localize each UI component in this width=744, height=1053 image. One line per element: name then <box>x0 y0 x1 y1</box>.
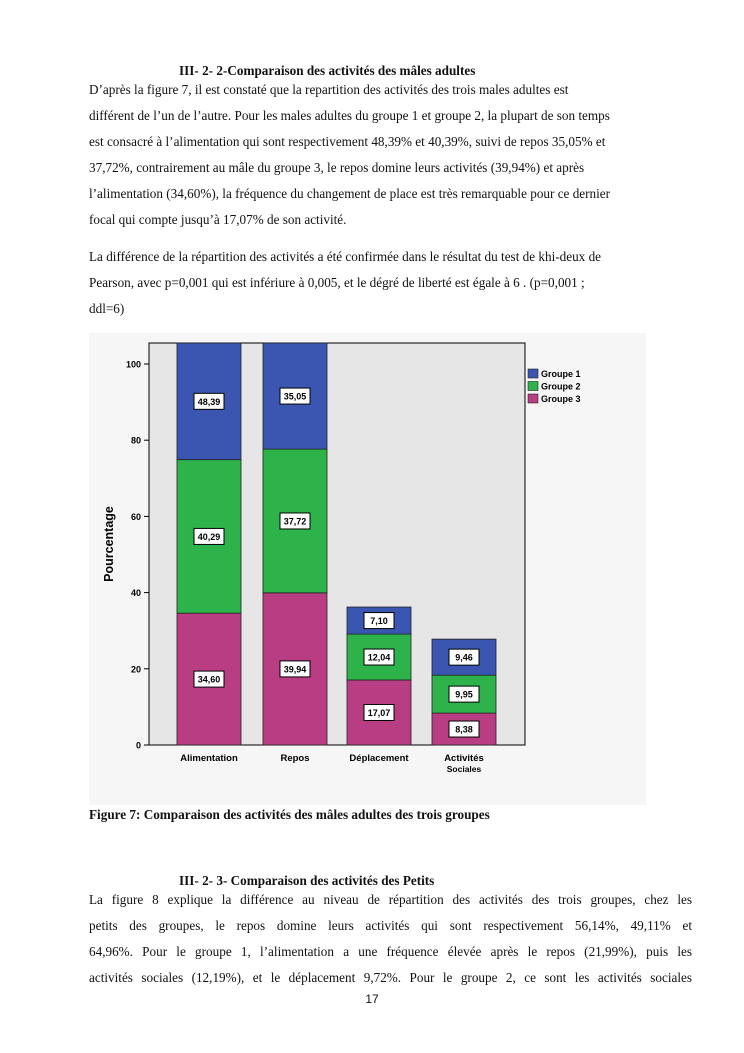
text-line: La figure 8 explique la différence au niveau de répartition des activités des trois groupes, chez les <box>89 892 692 907</box>
text-line: petits des groupes, le repos domine leurs activités qui sont respectivement 56,14%, 49,11% et <box>89 918 692 933</box>
paragraph-males-activities <box>89 77 692 233</box>
text-line: 37,72%, contrairement au mâle du groupe 3, le repos domine leurs activités (39,94%) et après <box>89 160 585 175</box>
data-label: 37,72 <box>283 516 307 527</box>
legend-label: Groupe 3 <box>541 394 581 404</box>
legend-label: Groupe 2 <box>541 381 581 392</box>
x-tick-label: Activités <box>444 753 484 764</box>
text-line: D’après la figure 7, il est constaté que la repartition des activités des trois males adultes est <box>89 82 569 97</box>
text-line: La différence de la répartition des activités a été confirmée dans le résultat du test de khi-deux de <box>89 249 602 264</box>
legend <box>528 369 581 404</box>
data-label: 35,05 <box>283 391 307 402</box>
y-tick-label: 80 <box>130 435 141 446</box>
text-line: ddl=6) <box>89 301 125 316</box>
text-line: activités sociales (12,19%), et le déplacement 9,72%. Pour le groupe 2, ce sont les activités sociales <box>89 970 692 985</box>
y-tick-label: 0 <box>135 740 141 751</box>
data-label: 40,29 <box>197 531 221 542</box>
paragraph-petits-activities <box>89 887 692 991</box>
data-label: 48,39 <box>197 396 221 407</box>
stacked-bar-chart-figure <box>89 333 646 805</box>
data-label: 7,10 <box>370 616 388 627</box>
data-label: 8,38 <box>455 724 473 735</box>
x-tick-label: Alimentation <box>180 753 238 764</box>
x-tick-label: Déplacement <box>349 753 409 764</box>
paragraph-khi-deux <box>89 244 692 322</box>
text-line: Pearson, avec p=0,001 qui est infériure à 0,005, et le dégré de liberté est égale à 6 . (p=0,001 ; <box>89 275 585 290</box>
data-label: 34,60 <box>197 674 221 685</box>
legend-label: Groupe 1 <box>541 369 581 379</box>
x-tick-label: Sociales <box>446 764 482 774</box>
section-heading-males: III- 2- 2-Comparaison des activités des mâles adultes <box>179 63 476 78</box>
chart-svg <box>89 333 646 805</box>
text-line: 64,96%. Pour le groupe 1, l’alimentation a une fréquence élevée après le repos (21,99%), puis les <box>89 944 692 959</box>
data-label: 12,04 <box>367 652 391 663</box>
legend-swatch <box>528 382 538 391</box>
data-label: 39,94 <box>283 664 307 675</box>
x-tick-label: Repos <box>280 753 310 764</box>
text-line: focal qui compte jusqu’à 17,07% de son activité. <box>89 212 347 227</box>
data-label: 9,46 <box>455 652 473 663</box>
legend-swatch <box>528 369 538 378</box>
data-label: 17,07 <box>367 707 391 718</box>
y-tick-label: 40 <box>130 588 141 599</box>
legend-swatch <box>528 394 538 403</box>
y-tick-label: 20 <box>130 664 141 675</box>
data-label: 9,95 <box>455 689 473 700</box>
text-line: est consacré à l’alimentation qui sont respectivement 48,39% et 40,39%, suivi de repos 35,05% et <box>89 134 606 149</box>
y-tick-label: 60 <box>130 511 141 522</box>
y-axis-label: Pourcentage <box>102 506 116 582</box>
section-heading-petits: III- 2- 3- Comparaison des activités des Petits <box>179 873 435 888</box>
page-number: 17 <box>365 992 379 1006</box>
text-line: l’alimentation (34,60%), la fréquence du changement de place est très remarquable pour ce dernier <box>89 186 611 201</box>
y-tick-label: 100 <box>125 359 141 370</box>
figure-caption: Figure 7: Comparaison des activités des mâles adultes des trois groupes <box>89 807 490 822</box>
text-line: différent de l’un de l’autre. Pour les males adultes du groupe 1 et groupe 2, la plupart de son temps <box>89 108 610 123</box>
